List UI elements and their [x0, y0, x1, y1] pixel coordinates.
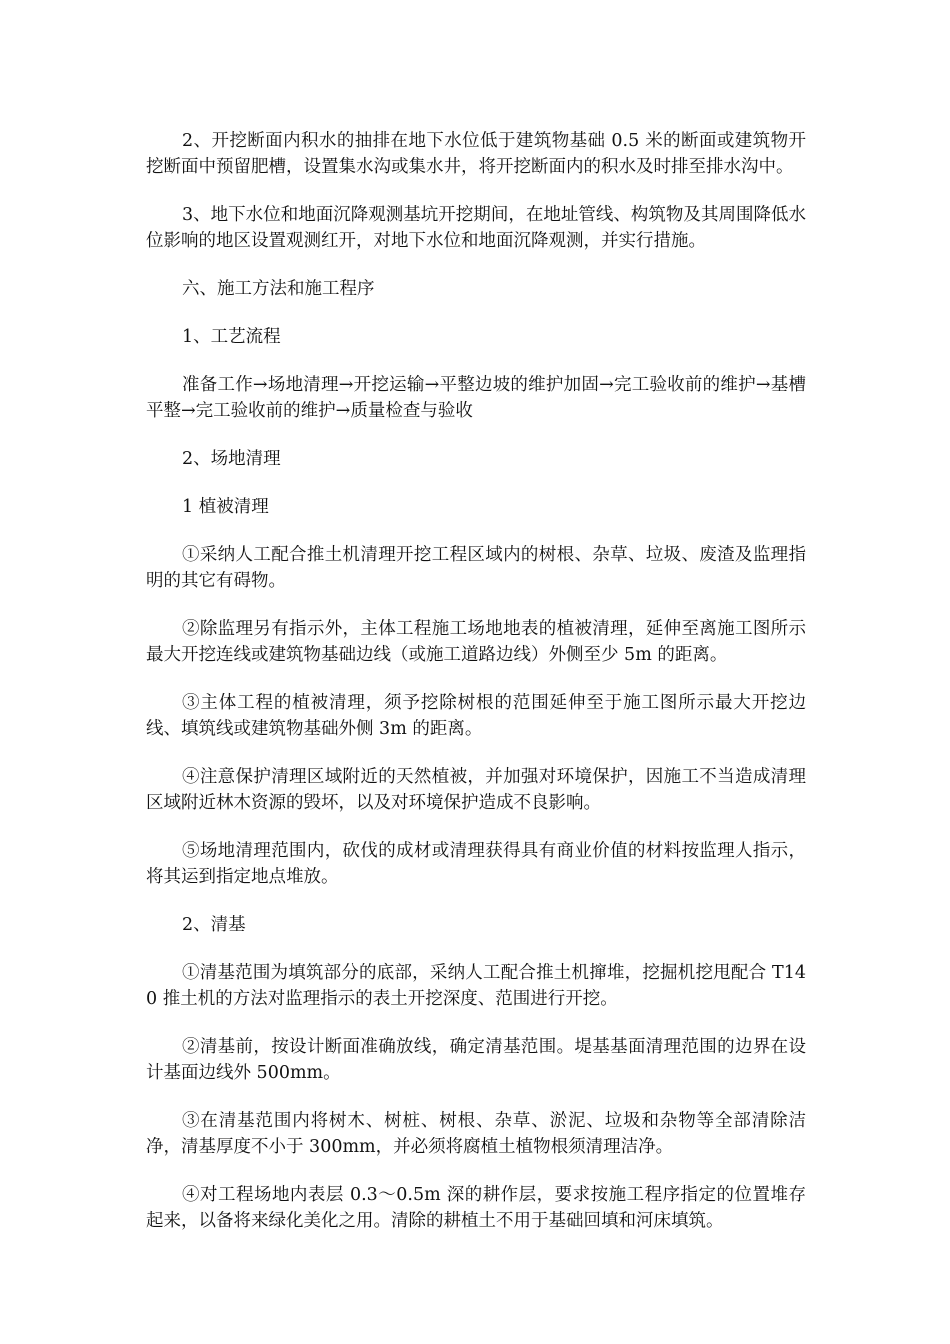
list-item-clearing-3: ③主体工程的植被清理，须予挖除树根的范围延伸至于施工图所示最大开挖边线、填筑线或建筑物基础外侧 3m 的距离。 — [146, 693, 806, 739]
list-item-foundation-1: ①清基范围为填筑部分的底部，采纳人工配合推土机撺堆，挖掘机挖甩配合 T140 推土机的方法对监理指示的表土开挖深度、范围进行开挖。 — [146, 963, 806, 1009]
list-item-clearing-4: ④注意保护清理区域附近的天然植被，并加强对环境保护，因施工不当造成清理区域附近林木资源的毁坏，以及对环境保护造成不良影响。 — [146, 767, 806, 813]
list-item-clearing-5: ⑤场地清理范围内，砍伐的成材或清理获得具有商业价值的材料按监理人指示，将其运到指定地点堆放。 — [146, 841, 806, 887]
subheading-process-flow: 1、工艺流程 — [182, 327, 281, 347]
document-body — [146, 128, 806, 1256]
list-item-clearing-1: ①采纳人工配合推土机清理开挖工程区域内的树根、杂草、垃圾、废渣及监理指明的其它有碍物。 — [146, 545, 806, 591]
paragraph-groundwater-observation: 3、地下水位和地面沉降观测基坑开挖期间，在地址管线、构筑物及其周围降低水位影响的地区设置观测红开，对地下水位和地面沉降观测，并实行措施。 — [146, 205, 806, 251]
subheading-site-clearing: 2、场地清理 — [182, 449, 281, 469]
list-item-foundation-3: ③在清基范围内将树木、树桩、树根、杂草、淤泥、垃圾和杂物等全部清除洁净，清基厚度不小于 300mm，并必须将腐植土植物根须清理洁净。 — [146, 1111, 806, 1157]
paragraph-drainage-pumping: 2、开挖断面内积水的抽排在地下水位低于建筑物基础 0.5 米的断面或建筑物开挖断面中预留肥槽，设置集水沟或集水井，将开挖断面内的积水及时排至排水沟中。 — [146, 131, 806, 177]
list-item-foundation-4: ④对工程场地内表层 0.3～0.5m 深的耕作层，要求按施工程序指定的位置堆存起来，以备将来绿化美化之用。清除的耕植土不用于基础回填和河床填筑。 — [146, 1185, 806, 1231]
paragraph-process-flow: 准备工作→场地清理→开挖运输→平整边坡的维护加固→完工验收前的维护→基槽平整→完工验收前的维护→质量检查与验收 — [146, 375, 806, 421]
subheading-vegetation-clearing: 1 植被清理 — [182, 497, 269, 517]
list-item-foundation-2: ②清基前，按设计断面准确放线，确定清基范围。堤基基面清理范围的边界在设计基面边线外 500mm。 — [146, 1037, 806, 1083]
section-heading-construction-methods: 六、施工方法和施工程序 — [182, 279, 375, 299]
list-item-clearing-2: ②除监理另有指示外，主体工程施工场地地表的植被清理，延伸至离施工图所示最大开挖连线或建筑物基础边线（或施工道路边线）外侧至少 5m 的距离。 — [146, 619, 806, 665]
subheading-foundation-cleaning: 2、清基 — [182, 915, 246, 935]
